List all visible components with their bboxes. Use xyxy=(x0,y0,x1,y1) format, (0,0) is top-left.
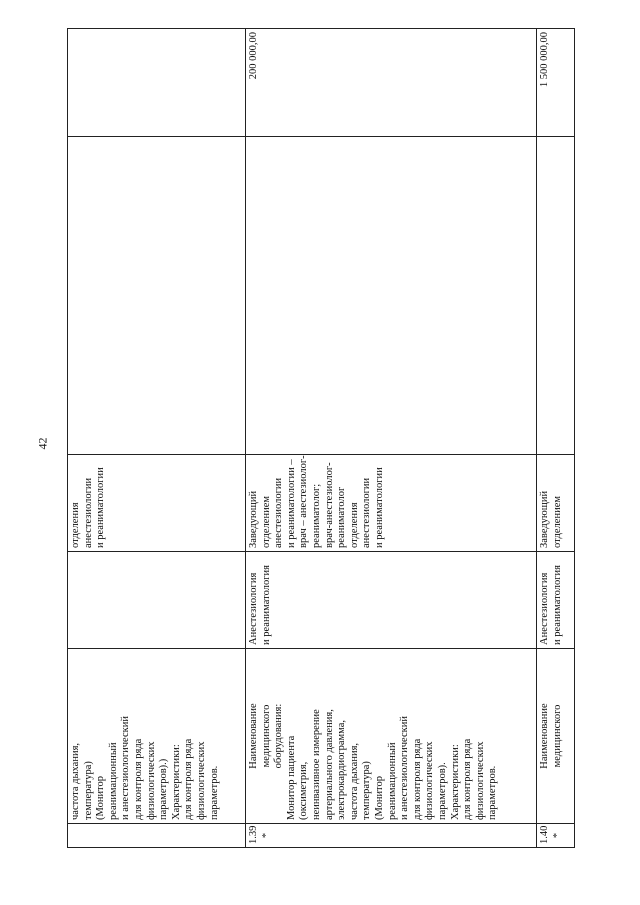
specialty-line: Анестезиология xyxy=(248,572,259,645)
position-line: Заведующий xyxy=(248,490,259,548)
page-number: 42 xyxy=(35,437,50,450)
description-line: Наименование xyxy=(248,703,259,769)
characteristics-cell xyxy=(537,137,575,455)
description-line: физиологических xyxy=(145,741,157,820)
position-line: реаниматолог xyxy=(336,486,348,548)
description-line: для контроля ряда xyxy=(462,738,474,820)
description-line: реанимационный xyxy=(386,742,398,820)
description-line: температура) xyxy=(361,761,373,820)
description-line: физиологических xyxy=(474,741,486,820)
row-number: 1.40 xyxy=(539,825,550,844)
description-line: артериального давления, xyxy=(323,709,335,820)
description-line: параметров. xyxy=(487,765,499,820)
specialty-line: и реаниматология xyxy=(260,565,272,645)
description-line: частота дыхания, xyxy=(348,742,360,820)
position-cell xyxy=(68,455,246,552)
description-line: электрокардиограмма, xyxy=(336,719,348,820)
position-line: анестезиологии xyxy=(82,477,94,548)
description-line: (оксиметрия, xyxy=(298,761,310,820)
specialty-cell xyxy=(68,552,246,649)
position-line: анестезиологии xyxy=(361,477,373,548)
description-line: для контроля ряда xyxy=(411,738,423,820)
position-line: врач-анестезиолог- xyxy=(323,462,335,548)
position-line: отделением xyxy=(551,495,563,548)
row-number-mark: * xyxy=(551,832,563,839)
position-line: отделения xyxy=(70,502,81,548)
row-number: 1.39 xyxy=(248,825,259,844)
position-line: отделения xyxy=(348,502,360,548)
description-line: Характеристики: xyxy=(449,744,461,820)
specialty-line: и реаниматология xyxy=(551,565,563,645)
specialty-cell xyxy=(537,552,575,649)
table-row xyxy=(68,29,246,848)
position-line: отделением xyxy=(260,495,272,548)
price-cell: 1 500 000,00 xyxy=(537,29,575,137)
table-row xyxy=(537,29,575,848)
description-line: Монитор пациента xyxy=(285,735,297,820)
price-cell: 200 000,00 xyxy=(246,29,537,137)
position-cell xyxy=(246,455,537,552)
description-line: неинвазивное измерение xyxy=(310,709,322,820)
description-line: физиологических xyxy=(195,741,207,820)
row-number-mark: * xyxy=(260,832,272,839)
description-line: медицинского xyxy=(260,704,272,768)
price-cell xyxy=(68,29,246,137)
row-number-cell xyxy=(246,824,537,848)
description-line: физиологических xyxy=(424,741,436,820)
description-line: для контроля ряда xyxy=(183,738,195,820)
description-line: параметров). xyxy=(436,762,448,820)
characteristics-cell xyxy=(246,137,537,455)
position-line: и реаниматологии xyxy=(95,467,107,548)
position-line: и реаниматологии xyxy=(373,467,385,548)
characteristics-cell xyxy=(68,137,246,455)
equipment-description-cell xyxy=(68,649,246,824)
description-line: и анестезиологический xyxy=(120,716,132,820)
description-line: (Монитор xyxy=(95,775,107,820)
position-line: реаниматолог; xyxy=(310,483,322,548)
description-line: Наименование xyxy=(539,703,550,769)
description-line: Характеристики: xyxy=(170,744,182,820)
position-line: анестезиологии xyxy=(273,477,285,548)
position-line: Заведующий xyxy=(539,490,550,548)
equipment-table-frame xyxy=(67,29,574,848)
specialty-line: Анестезиология xyxy=(539,572,550,645)
description-line: частота дыхания, xyxy=(70,742,81,820)
description-line: параметров. xyxy=(208,765,220,820)
position-line: и реаниматологии – xyxy=(285,459,297,548)
description-line: параметров).) xyxy=(158,758,170,820)
equipment-description-cell xyxy=(246,649,537,824)
description-line: для контроля ряда xyxy=(132,738,144,820)
description-line: температура) xyxy=(82,761,94,820)
table-row xyxy=(246,29,537,848)
position-cell xyxy=(537,455,575,552)
description-line: и анестезиологический xyxy=(399,716,411,820)
description-line: (Монитор xyxy=(373,775,385,820)
description-line: реанимационный xyxy=(107,742,119,820)
specialty-cell xyxy=(246,552,537,649)
row-number-cell xyxy=(68,824,246,848)
description-line: медицинского xyxy=(551,704,563,768)
equipment-description-cell xyxy=(537,649,575,824)
equipment-table xyxy=(67,28,575,848)
row-number-cell xyxy=(537,824,575,848)
position-line: врач – анестезиолог- xyxy=(298,455,310,548)
description-line: оборудования: xyxy=(273,703,285,769)
